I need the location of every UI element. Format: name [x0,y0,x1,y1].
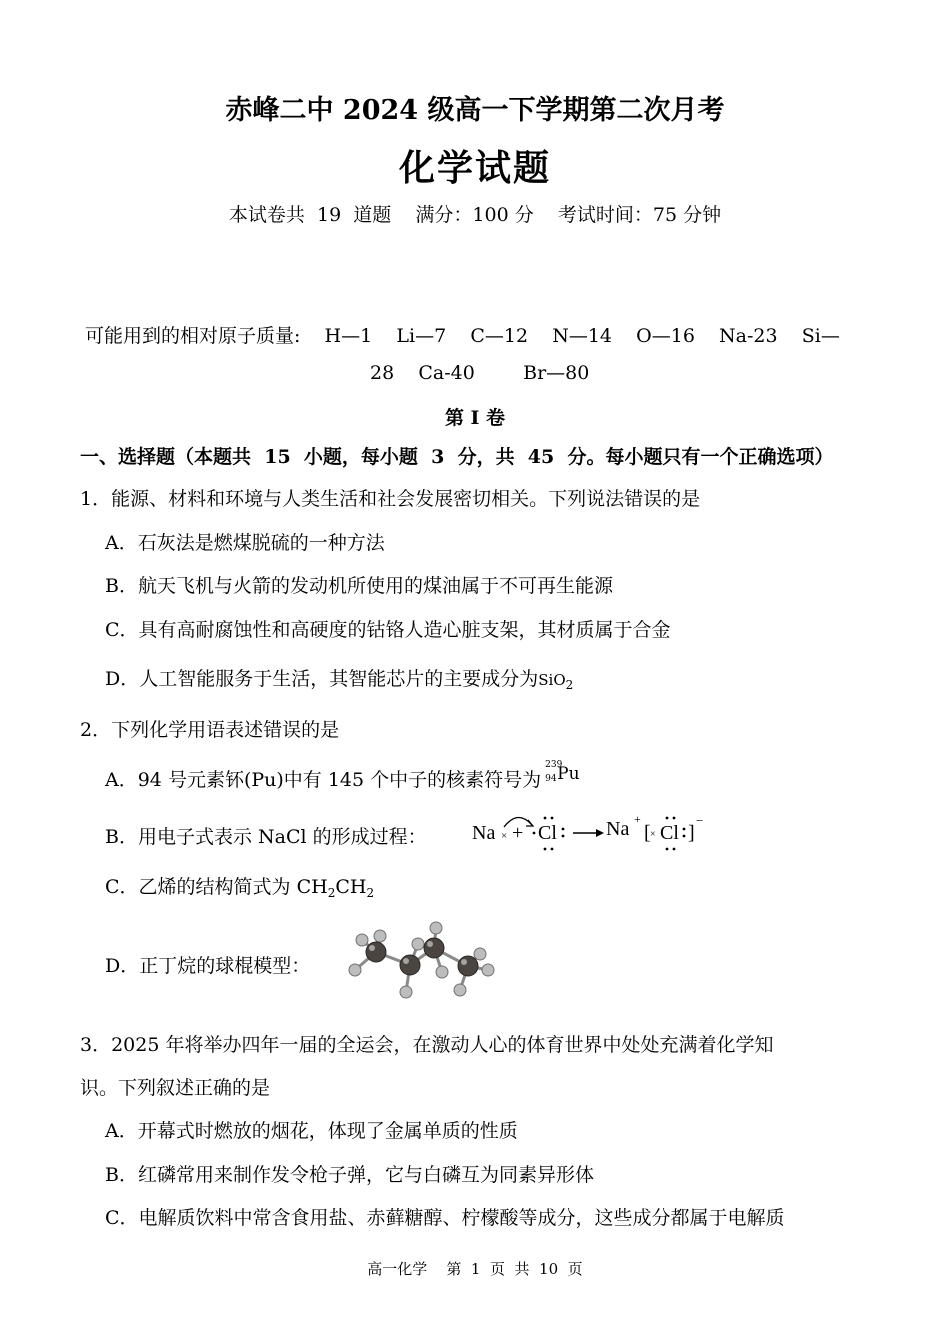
svg-text:]: ] [688,822,695,844]
question-3-stem-line1: 3．2025 年将举办四年一届的全运会，在激动人心的体育世界中处处充满着化学知 [80,1034,774,1056]
q2-option-a-text: A．94 号元素钚(Pu)中有 145 个中子的核素符号为 [105,769,542,791]
exam-info: 本试卷共 19 道题 满分：100 分 考试时间：75 分钟 [228,204,722,226]
q2-option-c: C．乙烯的结构简式为 $CH_2CH_2$ [105,876,375,900]
sio2-formula: SiO$_2$ [538,671,574,692]
subject-title: 化学试题 [398,147,551,189]
exam-title: 赤峰二中 2024 级高一下学期第二次月考 [225,95,725,126]
svg-text:−: − [696,813,704,828]
nacl-formation-diagram [468,805,728,857]
svg-text:×: × [501,830,508,842]
q1-option-d-text: D．人工智能服务于生活，其智能芯片的主要成分为 [105,668,539,690]
q3-option-c: C．电解质饮料中常含食用盐、赤藓糖醇、柠檬酸等成分，这些成分都属于电解质 [105,1207,785,1229]
svg-text:[: [ [644,822,651,844]
atomic-masses-line1: 可能用到的相对原子质量: H—1 Li—7 C—12 N—14 O—16 Na-23 Si— [85,325,840,347]
q1-option-c: C．具有高耐腐蚀性和高硬度的钴铬人造心脏支架，其材质属于合金 [105,619,671,641]
cl-atom: Cl [538,822,557,844]
q1-option-b: B．航天飞机与火箭的发动机所使用的煤油属于不可再生能源 [105,575,613,597]
plus-sign: + [512,822,524,844]
svg-text:+: + [634,812,641,826]
q2-option-d: D．正丁烷的球棍模型： [105,955,311,977]
na-atom: Na [472,822,496,844]
page-footer: 高一化学 第 1 页 共 10 页 [367,1260,583,1278]
atomic-masses-line2: 28 Ca-40 Br—80 [370,362,590,384]
q1-option-a: A．石灰法是燃煤脱硫的一种方法 [105,532,385,554]
question-1-stem: 1．能源、材料和环境与人类生活和社会发展密切相关。下列说法错误的是 [80,488,701,510]
svg-text:×: × [650,829,656,840]
q2-option-a [105,760,580,792]
q3-option-b: B．红磷常用来制作发令枪子弹，它与白磷互为同素异形体 [105,1164,594,1186]
pu-nuclide-symbol: 239 94 Pu [545,760,580,784]
q1-option-d [105,664,573,692]
question-2-stem: 2．下列化学用语表述错误的是 [80,719,340,741]
volume-label: 第 I 卷 [444,407,506,429]
butane-ball-stick-model [340,918,505,1006]
question-3-stem-line2: 识。下列叙述正确的是 [80,1077,271,1099]
na-ion: Na [606,818,630,840]
q3-option-a: A．开幕式时燃放的烟花，体现了金属单质的性质 [105,1120,518,1142]
q2-option-b: B．用电子式表示 NaCl 的形成过程： [105,826,427,848]
cl-ion: Cl [660,822,679,844]
section-heading: 一、选择题（本题共 15 小题，每小题 3 分，共 45 分。每小题只有一个正确选项） [80,446,834,468]
